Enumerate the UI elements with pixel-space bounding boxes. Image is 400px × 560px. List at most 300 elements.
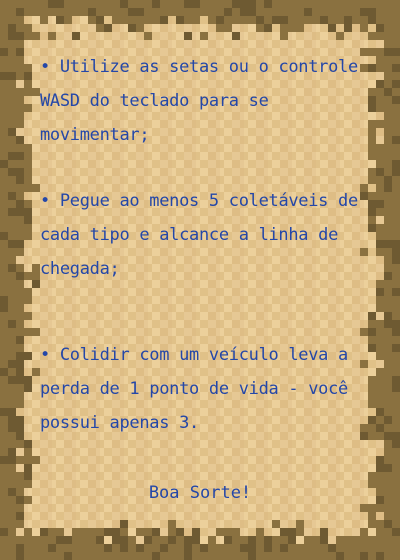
- border-pixel: [0, 184, 8, 192]
- border-pixel: [0, 544, 8, 552]
- border-pixel: [208, 16, 216, 24]
- border-pixel: [384, 144, 392, 152]
- border-pixel: [272, 8, 280, 16]
- border-pixel: [392, 528, 400, 536]
- border-pixel: [296, 24, 304, 32]
- border-pixel: [8, 184, 16, 192]
- border-pixel: [264, 0, 272, 8]
- border-pixel: [304, 8, 312, 16]
- border-pixel: [344, 24, 352, 32]
- border-pixel: [392, 304, 400, 312]
- border-pixel: [224, 552, 232, 560]
- border-pixel: [384, 320, 392, 328]
- border-pixel: [0, 344, 8, 352]
- border-pixel: [176, 16, 184, 24]
- border-pixel: [392, 448, 400, 456]
- border-pixel: [392, 520, 400, 528]
- border-pixel: [272, 16, 280, 24]
- border-pixel: [8, 96, 16, 104]
- border-pixel: [384, 16, 392, 24]
- border-pixel: [152, 16, 160, 24]
- border-pixel: [176, 536, 184, 544]
- border-pixel: [8, 56, 16, 64]
- border-pixel: [248, 536, 256, 544]
- border-pixel: [392, 80, 400, 88]
- border-pixel: [208, 536, 216, 544]
- border-pixel: [392, 216, 400, 224]
- border-pixel: [56, 528, 64, 536]
- border-pixel: [384, 8, 392, 16]
- border-pixel: [0, 520, 8, 528]
- border-pixel: [0, 16, 8, 24]
- border-pixel: [16, 336, 24, 344]
- border-pixel: [328, 0, 336, 8]
- border-pixel: [16, 440, 24, 448]
- border-pixel: [312, 0, 320, 8]
- border-pixel: [112, 16, 120, 24]
- border-pixel: [80, 8, 88, 16]
- border-pixel: [24, 104, 32, 112]
- border-pixel: [376, 304, 384, 312]
- border-pixel: [8, 448, 16, 456]
- border-pixel: [376, 392, 384, 400]
- border-pixel: [384, 32, 392, 40]
- border-pixel: [272, 552, 280, 560]
- border-pixel: [64, 16, 72, 24]
- border-pixel: [224, 0, 232, 8]
- border-pixel: [32, 32, 40, 40]
- border-pixel: [136, 0, 144, 8]
- border-pixel: [136, 552, 144, 560]
- border-pixel: [16, 272, 24, 280]
- border-pixel: [0, 80, 8, 88]
- border-pixel: [88, 0, 96, 8]
- border-pixel: [224, 8, 232, 16]
- border-pixel: [368, 512, 376, 520]
- border-pixel: [376, 160, 384, 168]
- border-pixel: [392, 344, 400, 352]
- border-pixel: [8, 32, 16, 40]
- border-pixel: [0, 424, 8, 432]
- border-pixel: [40, 536, 48, 544]
- border-pixel: [16, 384, 24, 392]
- border-pixel: [384, 248, 392, 256]
- border-pixel: [0, 272, 8, 280]
- border-pixel: [296, 16, 304, 24]
- border-pixel: [16, 432, 24, 440]
- border-pixel: [0, 368, 8, 376]
- border-pixel: [272, 520, 280, 528]
- border-pixel: [256, 536, 264, 544]
- instruction-text: Utilize as setas ou o controle WASD do teclado para se movimentar;: [40, 57, 358, 145]
- border-pixel: [392, 296, 400, 304]
- border-pixel: [24, 24, 32, 32]
- border-pixel: [16, 312, 24, 320]
- border-pixel: [8, 304, 16, 312]
- border-pixel: [288, 8, 296, 16]
- border-pixel: [8, 336, 16, 344]
- border-pixel: [24, 464, 32, 472]
- border-pixel: [104, 8, 112, 16]
- border-pixel: [0, 440, 8, 448]
- border-pixel: [376, 168, 384, 176]
- border-pixel: [360, 0, 368, 8]
- border-pixel: [8, 520, 16, 528]
- border-pixel: [336, 544, 344, 552]
- border-pixel: [8, 80, 16, 88]
- border-pixel: [256, 552, 264, 560]
- border-pixel: [16, 192, 24, 200]
- border-pixel: [392, 456, 400, 464]
- border-pixel: [0, 232, 8, 240]
- bullet-icon: •: [40, 57, 50, 77]
- border-pixel: [384, 280, 392, 288]
- border-pixel: [384, 56, 392, 64]
- border-pixel: [16, 144, 24, 152]
- border-pixel: [0, 24, 8, 32]
- border-pixel: [376, 424, 384, 432]
- border-pixel: [208, 552, 216, 560]
- border-pixel: [384, 264, 392, 272]
- border-pixel: [168, 536, 176, 544]
- border-pixel: [392, 392, 400, 400]
- border-pixel: [384, 336, 392, 344]
- border-pixel: [16, 520, 24, 528]
- border-pixel: [392, 136, 400, 144]
- border-pixel: [376, 248, 384, 256]
- border-pixel: [360, 528, 368, 536]
- border-pixel: [384, 352, 392, 360]
- border-pixel: [120, 16, 128, 24]
- border-pixel: [16, 200, 24, 208]
- border-pixel: [48, 552, 56, 560]
- border-pixel: [8, 400, 16, 408]
- border-pixel: [0, 320, 8, 328]
- border-pixel: [280, 8, 288, 16]
- border-pixel: [384, 200, 392, 208]
- border-pixel: [176, 0, 184, 8]
- border-pixel: [392, 112, 400, 120]
- border-pixel: [344, 536, 352, 544]
- border-pixel: [224, 536, 232, 544]
- border-pixel: [392, 376, 400, 384]
- border-pixel: [16, 248, 24, 256]
- border-pixel: [288, 536, 296, 544]
- border-pixel: [392, 64, 400, 72]
- border-pixel: [392, 264, 400, 272]
- border-pixel: [8, 424, 16, 432]
- border-pixel: [8, 160, 16, 168]
- border-pixel: [224, 24, 232, 32]
- border-pixel: [384, 552, 392, 560]
- border-pixel: [24, 224, 32, 232]
- border-pixel: [360, 552, 368, 560]
- border-pixel: [384, 208, 392, 216]
- border-pixel: [344, 0, 352, 8]
- border-pixel: [0, 112, 8, 120]
- border-pixel: [384, 136, 392, 144]
- border-pixel: [232, 528, 240, 536]
- border-pixel: [8, 152, 16, 160]
- border-pixel: [392, 16, 400, 24]
- border-pixel: [392, 360, 400, 368]
- border-pixel: [56, 536, 64, 544]
- border-pixel: [248, 8, 256, 16]
- border-pixel: [392, 176, 400, 184]
- border-pixel: [24, 528, 32, 536]
- border-pixel: [368, 536, 376, 544]
- border-pixel: [24, 536, 32, 544]
- border-pixel: [376, 24, 384, 32]
- border-pixel: [112, 8, 120, 16]
- border-pixel: [136, 24, 144, 32]
- border-pixel: [376, 184, 384, 192]
- border-pixel: [48, 32, 56, 40]
- border-pixel: [160, 8, 168, 16]
- border-pixel: [80, 536, 88, 544]
- border-pixel: [288, 528, 296, 536]
- border-pixel: [144, 16, 152, 24]
- border-pixel: [0, 312, 8, 320]
- border-pixel: [328, 544, 336, 552]
- border-pixel: [384, 64, 392, 72]
- border-pixel: [56, 8, 64, 16]
- border-pixel: [32, 0, 40, 8]
- border-pixel: [392, 160, 400, 168]
- border-pixel: [376, 520, 384, 528]
- border-pixel: [232, 8, 240, 16]
- border-pixel: [48, 8, 56, 16]
- border-pixel: [352, 552, 360, 560]
- border-pixel: [8, 544, 16, 552]
- border-pixel: [392, 240, 400, 248]
- border-pixel: [8, 376, 16, 384]
- border-pixel: [24, 0, 32, 8]
- border-pixel: [344, 552, 352, 560]
- border-pixel: [8, 176, 16, 184]
- border-pixel: [0, 536, 8, 544]
- border-pixel: [112, 0, 120, 8]
- border-pixel: [8, 16, 16, 24]
- border-pixel: [376, 544, 384, 552]
- border-pixel: [392, 120, 400, 128]
- border-pixel: [24, 200, 32, 208]
- border-pixel: [168, 520, 176, 528]
- border-pixel: [160, 536, 168, 544]
- border-pixel: [376, 336, 384, 344]
- border-pixel: [328, 8, 336, 16]
- border-pixel: [384, 72, 392, 80]
- border-pixel: [128, 544, 136, 552]
- border-pixel: [376, 464, 384, 472]
- border-pixel: [16, 240, 24, 248]
- border-pixel: [296, 544, 304, 552]
- border-pixel: [96, 536, 104, 544]
- border-pixel: [8, 112, 16, 120]
- border-pixel: [24, 208, 32, 216]
- border-pixel: [0, 392, 8, 400]
- border-pixel: [128, 0, 136, 8]
- border-pixel: [96, 0, 104, 8]
- border-pixel: [384, 344, 392, 352]
- border-pixel: [8, 128, 16, 136]
- border-pixel: [376, 104, 384, 112]
- border-pixel: [392, 336, 400, 344]
- border-pixel: [368, 32, 376, 40]
- border-pixel: [200, 544, 208, 552]
- border-pixel: [392, 56, 400, 64]
- border-pixel: [360, 544, 368, 552]
- border-pixel: [16, 176, 24, 184]
- border-pixel: [16, 208, 24, 216]
- border-pixel: [0, 216, 8, 224]
- border-pixel: [0, 224, 8, 232]
- border-pixel: [24, 64, 32, 72]
- border-pixel: [152, 0, 160, 8]
- border-pixel: [368, 0, 376, 8]
- border-pixel: [376, 120, 384, 128]
- border-pixel: [280, 32, 288, 40]
- border-pixel: [368, 520, 376, 528]
- instruction-item-movement: [40, 50, 376, 152]
- border-pixel: [0, 352, 8, 360]
- border-pixel: [144, 552, 152, 560]
- bullet-icon: •: [40, 345, 50, 365]
- border-pixel: [8, 464, 16, 472]
- border-pixel: [128, 536, 136, 544]
- border-pixel: [88, 8, 96, 16]
- border-pixel: [248, 16, 256, 24]
- border-pixel: [32, 456, 40, 464]
- border-pixel: [0, 376, 8, 384]
- border-pixel: [8, 280, 16, 288]
- border-pixel: [384, 328, 392, 336]
- border-pixel: [16, 368, 24, 376]
- border-pixel: [104, 528, 112, 536]
- border-pixel: [392, 24, 400, 32]
- border-pixel: [376, 192, 384, 200]
- border-pixel: [376, 144, 384, 152]
- border-pixel: [0, 56, 8, 64]
- border-pixel: [0, 8, 8, 16]
- border-pixel: [392, 544, 400, 552]
- border-pixel: [376, 408, 384, 416]
- border-pixel: [392, 512, 400, 520]
- border-pixel: [24, 72, 32, 80]
- border-pixel: [392, 208, 400, 216]
- border-pixel: [16, 16, 24, 24]
- border-pixel: [16, 24, 24, 32]
- border-pixel: [232, 544, 240, 552]
- border-pixel: [384, 216, 392, 224]
- border-pixel: [224, 528, 232, 536]
- border-pixel: [384, 176, 392, 184]
- border-pixel: [384, 304, 392, 312]
- border-pixel: [16, 136, 24, 144]
- border-pixel: [8, 368, 16, 376]
- border-pixel: [216, 544, 224, 552]
- border-pixel: [384, 0, 392, 8]
- border-pixel: [288, 552, 296, 560]
- border-pixel: [320, 0, 328, 8]
- border-pixel: [8, 312, 16, 320]
- border-pixel: [64, 0, 72, 8]
- border-pixel: [32, 8, 40, 16]
- border-pixel: [264, 552, 272, 560]
- border-pixel: [384, 40, 392, 48]
- border-pixel: [72, 0, 80, 8]
- border-pixel: [8, 392, 16, 400]
- instruction-item-collision: [40, 338, 376, 440]
- border-pixel: [264, 8, 272, 16]
- border-pixel: [0, 336, 8, 344]
- border-pixel: [56, 16, 64, 24]
- border-pixel: [0, 32, 8, 40]
- bullet-icon: •: [40, 191, 50, 211]
- border-pixel: [320, 544, 328, 552]
- border-pixel: [0, 40, 8, 48]
- border-pixel: [376, 328, 384, 336]
- border-pixel: [376, 224, 384, 232]
- border-pixel: [0, 88, 8, 96]
- border-pixel: [128, 552, 136, 560]
- border-pixel: [296, 520, 304, 528]
- border-pixel: [384, 368, 392, 376]
- border-pixel: [0, 264, 8, 272]
- border-pixel: [8, 416, 16, 424]
- border-pixel: [288, 0, 296, 8]
- border-pixel: [296, 552, 304, 560]
- border-pixel: [184, 8, 192, 16]
- border-pixel: [8, 528, 16, 536]
- border-pixel: [208, 0, 216, 8]
- border-pixel: [144, 0, 152, 8]
- border-pixel: [152, 536, 160, 544]
- border-pixel: [0, 72, 8, 80]
- border-pixel: [24, 168, 32, 176]
- border-pixel: [320, 536, 328, 544]
- border-pixel: [8, 408, 16, 416]
- border-pixel: [384, 152, 392, 160]
- border-pixel: [56, 552, 64, 560]
- border-pixel: [272, 0, 280, 8]
- border-pixel: [8, 288, 16, 296]
- border-pixel: [384, 528, 392, 536]
- border-pixel: [184, 536, 192, 544]
- border-pixel: [8, 272, 16, 280]
- border-pixel: [24, 152, 32, 160]
- border-pixel: [344, 544, 352, 552]
- border-pixel: [200, 0, 208, 8]
- border-pixel: [104, 544, 112, 552]
- border-pixel: [376, 64, 384, 72]
- border-pixel: [392, 232, 400, 240]
- border-pixel: [48, 536, 56, 544]
- border-pixel: [0, 456, 8, 464]
- border-pixel: [24, 8, 32, 16]
- border-pixel: [8, 200, 16, 208]
- border-pixel: [0, 128, 8, 136]
- border-pixel: [384, 256, 392, 264]
- border-pixel: [16, 288, 24, 296]
- border-pixel: [352, 0, 360, 8]
- border-pixel: [392, 128, 400, 136]
- border-pixel: [80, 528, 88, 536]
- border-pixel: [384, 160, 392, 168]
- border-pixel: [16, 424, 24, 432]
- border-pixel: [384, 376, 392, 384]
- border-pixel: [24, 552, 32, 560]
